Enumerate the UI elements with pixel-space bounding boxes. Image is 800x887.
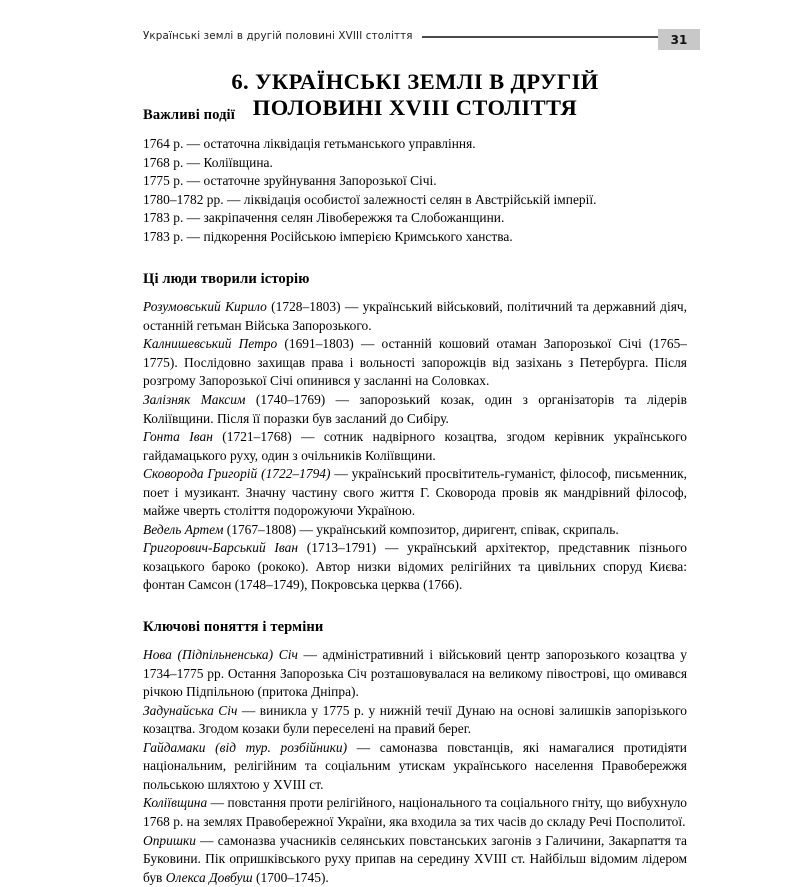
term-definition: — самоназва учасників селянських повстанських загонів з Галичини, Закарпаття та Буковини. Пік опришківського руху припав на середину XVIII ст. Найбільш відомим лідером був (143, 833, 687, 885)
person-name: Гонта Іван (143, 429, 213, 444)
term-definition: — повстання проти релігійного, національного та соціального гніту, що вибухнуло 1768 р. на землях Правобережної України, яка входила за тих часів до складу Речі Посполитої. (143, 795, 687, 829)
page-title-line-1: 6. УКРАЇНСЬКІ ЗЕМЛІ В ДРУГІЙ (143, 69, 687, 95)
section-spacer (143, 246, 687, 270)
person-name: Калнишевський Петро (143, 336, 277, 351)
term-name: Коліївщина (143, 795, 207, 810)
person-entry (143, 428, 687, 465)
person-entry (143, 539, 687, 595)
person-name: Розумовський Кирило (143, 299, 267, 314)
person-entry (143, 335, 687, 391)
person-description: (1767–1808) — український композитор, диригент, співак, скрипаль. (223, 522, 618, 537)
term-definition: — виникла у 1775 р. у нижній течії Дунаю на основі залишків запорізького козацтва. Згодом козаки були переселені на правий берег. (143, 703, 687, 737)
list-item: 1780–1782 рр. — ліквідація особистої залежності селян в Австрійській імперії. (143, 191, 687, 210)
running-header (143, 24, 700, 48)
page-title-line-2: ПОЛОВИНІ XVIII СТОЛІТТЯ (143, 95, 687, 121)
section-spacer (143, 595, 687, 618)
person-entry (143, 465, 687, 521)
term-entry (143, 646, 687, 702)
terms-list (143, 646, 687, 887)
person-name: Ведель Артем (143, 522, 223, 537)
people-list (143, 298, 687, 595)
term-entry (143, 739, 687, 795)
term-name: Нова (Підпільненська) Січ (143, 647, 298, 662)
person-entry (143, 298, 687, 335)
person-name: Григорович-Барський Іван (143, 540, 298, 555)
section-heading-events: Важливі події (143, 106, 687, 124)
term-entry (143, 702, 687, 739)
person-description: (1691–1803) — останній кошовий отаман Запорозької Січі (1765–1775). Послідовно захищав права і вольності запорожців від зазіхань з Петербурга. Після розгрому Запорозької Січі опинився у засланні на Соловках. (143, 336, 687, 388)
list-item: 1775 р. — остаточне зруйнування Запорозької Січі. (143, 172, 687, 191)
running-header-title: Українські землі в другій половині XVIII століття (143, 30, 413, 42)
term-name: Опришки (143, 833, 196, 848)
section-heading-people: Ці люди творили історію (143, 270, 687, 288)
term-definition: — самоназва повстанців, які намагалися протидіяти національним, релігійним та соціальним утискам українського населення Правобережжя польською шляхтою у XVIII ст. (143, 740, 687, 792)
term-definition: — адміністративний і військовий центр запорозького козацтва у 1734–1775 рр. Остання Запорозька Січ розташовувалася на великому півострові, що омивався річкою Підпільною (притока Дніпра). (143, 647, 687, 699)
person-description: (1713–1791) — український архітектор, представник пізнього козацького бароко (рококо). Автор низки відомих релігійних та цивільних споруд Києва: фонтан Самсон (1748–1749), Покровська церква (1766). (143, 540, 687, 592)
list-item: 1768 р. — Коліївщина. (143, 154, 687, 173)
person-name: Залізняк Максим (143, 392, 246, 407)
person-description: (1721–1768) — сотник надвірного козацтва, згодом керівник українського гайдамацького руху, один з очільників Коліївщини. (143, 429, 687, 463)
term-name: Задунайська Січ (143, 703, 237, 718)
page-number-badge (658, 29, 700, 50)
term-entry (143, 832, 687, 887)
person-description: — український просвітитель-гуманіст, філософ, письменник, поет і музикант. Значну частину свого життя Г. Сковорода провів як мандрівний філософ, майже чверть століття подорожуючи Україною. (143, 466, 687, 518)
page-content (143, 106, 687, 887)
list-item: 1783 р. — підкорення Російською імперією Кримського ханства. (143, 228, 687, 247)
person-description: (1728–1803) — український військовий, політичний та державний діяч, останній гетьман Війська Запорозького. (143, 299, 687, 333)
term-person-name: Олекса Довбуш (166, 870, 253, 885)
events-list (143, 135, 687, 246)
term-definition-tail: (1700–1745). (253, 870, 329, 885)
person-entry (143, 391, 687, 428)
person-description: (1740–1769) — запорозький козак, один з організаторів та лідерів Коліївщини. Після її поразки був засланий до Сибіру. (143, 392, 687, 426)
list-item: 1783 р. — закріпачення селян Лівобережжя та Слобожанщини. (143, 209, 687, 228)
page-number: 31 (671, 33, 688, 47)
term-name: Гайдамаки (від тур. розбійники) (143, 740, 347, 755)
list-item: 1764 р. — остаточна ліквідація гетьманського управління. (143, 135, 687, 154)
person-name: Сковорода Григорій (1722–1794) (143, 466, 331, 481)
section-heading-terms: Ключові поняття і терміни (143, 618, 687, 636)
person-entry (143, 521, 687, 540)
